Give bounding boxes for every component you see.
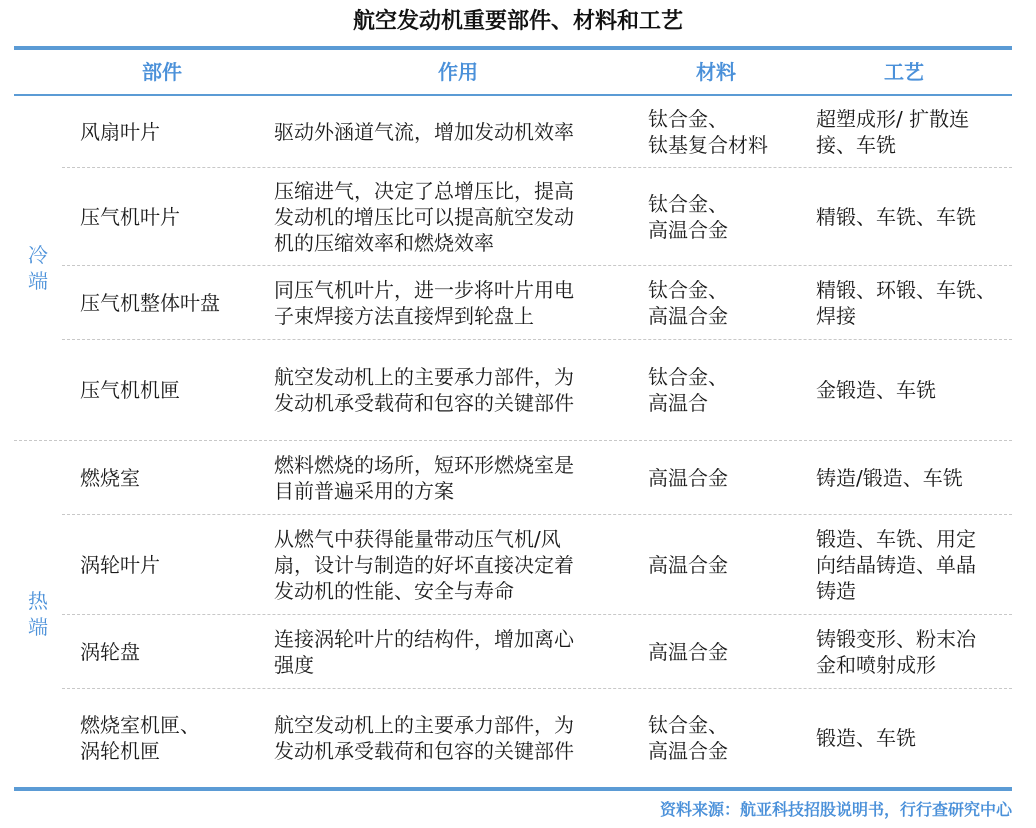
cell-role: 从燃气中获得能量带动压气机/风 扇，设计与制造的好坏直接决定着 发动机的性能、安全与寿命 [274, 526, 574, 603]
cell-part: 燃烧室 [80, 465, 140, 490]
table-row [62, 615, 1012, 689]
group-hot-text: 热 端 [28, 589, 48, 639]
header-part: 部件 [142, 60, 182, 84]
cell-process: 超塑成形/ 扩散连 接、车铣 [816, 106, 970, 157]
table-row [62, 441, 1012, 515]
group-cold-text: 冷 端 [28, 243, 48, 293]
header-process: 工艺 [884, 60, 924, 84]
group-label-hot [14, 441, 62, 787]
cell-process: 锻造、车铣 [816, 726, 916, 750]
cell-process: 精锻、环锻、车铣、 焊接 [816, 277, 996, 328]
cell-part: 压气机叶片 [80, 204, 180, 229]
cell-role: 同压气机叶片，进一步将叶片用电 子束焊接方法直接焊到轮盘上 [274, 277, 574, 328]
table-row [62, 266, 1012, 340]
cell-process: 铸锻变形、粉末冶 金和喷射成形 [816, 626, 976, 677]
table-title: 航空发动机重要部件、材料和工艺 [352, 9, 683, 34]
cell-material: 钛合金、 高温合金 [648, 713, 728, 763]
cell-material: 钛合金、 高温合金 [648, 277, 728, 328]
cell-material: 钛合金、 高温合 [648, 365, 728, 415]
bottom-rule [14, 787, 1012, 791]
header-role: 作用 [438, 60, 478, 84]
cell-part: 风扇叶片 [80, 119, 160, 144]
cell-part: 压气机整体叶盘 [80, 290, 220, 315]
cell-process: 金锻造、车铣 [816, 378, 936, 402]
cell-part: 燃烧室机匣、 涡轮机匣 [80, 713, 200, 763]
cell-process: 锻造、车铣、用定 向结晶铸造、单晶 铸造 [816, 526, 976, 603]
table-row [62, 96, 1012, 168]
cell-part: 压气机机匣 [80, 378, 180, 402]
cell-role: 连接涡轮叶片的结构件，增加离心 强度 [274, 626, 574, 677]
cell-role: 压缩进气，决定了总增压比，提高 发动机的增压比可以提高航空发动 机的压缩效率和燃烧效率 [274, 178, 574, 255]
table-header [14, 50, 1012, 94]
cell-part: 涡轮盘 [80, 639, 140, 664]
source-note: 资料来源：航亚科技招股说明书，行行查研究中心 [659, 800, 1012, 819]
cell-role: 驱动外涵道气流，增加发动机效率 [274, 119, 574, 144]
table-row [62, 168, 1012, 266]
cell-process: 铸造/锻造、车铣 [816, 465, 963, 490]
cell-material: 高温合金 [648, 639, 728, 664]
cell-material: 钛合金、 高温合金 [648, 191, 728, 242]
table-row [62, 689, 1012, 787]
cell-role: 航空发动机上的主要承力部件，为 发动机承受载荷和包容的关键部件 [274, 365, 574, 415]
header-material: 材料 [696, 60, 736, 84]
cell-part: 涡轮叶片 [80, 552, 160, 577]
cell-process: 精锻、车铣、车铣 [816, 204, 976, 229]
cell-role: 燃料燃烧的场所，短环形燃烧室是 目前普遍采用的方案 [274, 452, 574, 503]
cell-material: 高温合金 [648, 552, 728, 577]
table-row [62, 340, 1012, 440]
table-row [62, 515, 1012, 615]
cell-material: 钛合金、 钛基复合材料 [648, 106, 768, 157]
group-label-cold [14, 96, 62, 440]
cell-role: 航空发动机上的主要承力部件，为 发动机承受载荷和包容的关键部件 [274, 713, 574, 763]
cell-material: 高温合金 [648, 465, 728, 490]
